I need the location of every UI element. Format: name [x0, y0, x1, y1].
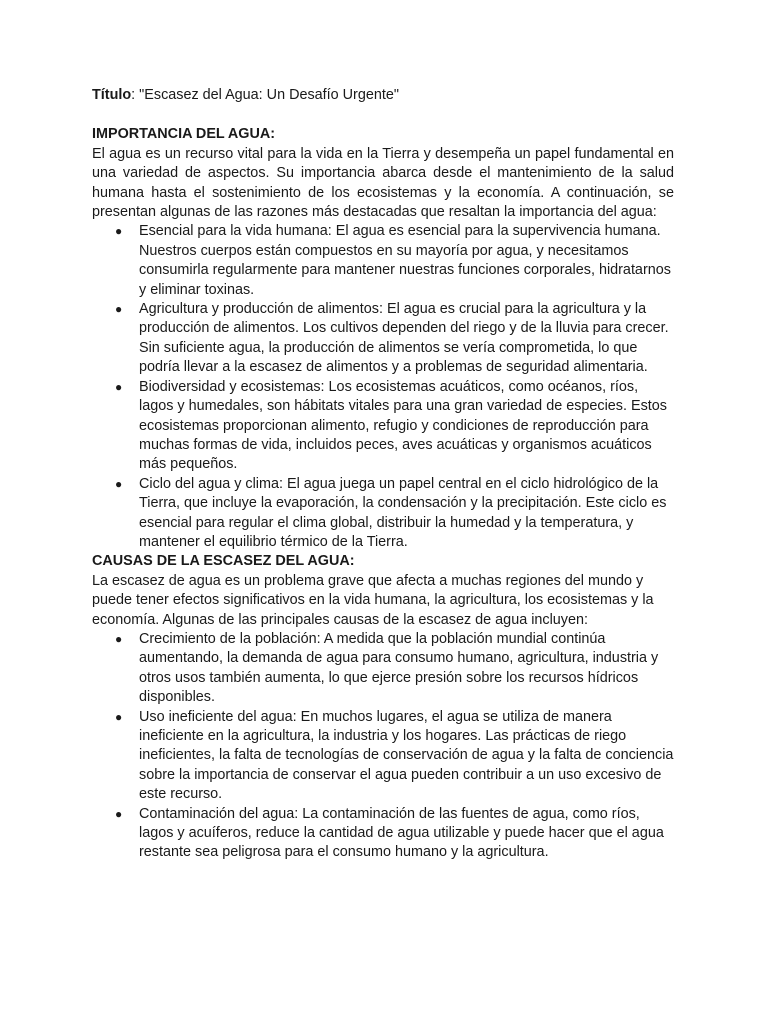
- bullet-list-importancia: [92, 222, 674, 552]
- section-heading-causas: CAUSAS DE LA ESCASEZ DEL AGUA:: [92, 553, 355, 570]
- list-item: [115, 708, 674, 805]
- title-text: : "Escasez del Agua: Un Desafío Urgente": [131, 87, 399, 103]
- list-item-text: Crecimiento de la población: A medida que la población mundial continúa aumentando, la demanda de agua para consumo humano, agricultura, industria y otros usos también aumenta, lo que ejerce presión sobre los recursos hídricos disponibles.: [139, 630, 659, 706]
- bullet-icon: ●: [115, 806, 123, 821]
- list-item-text: Ciclo del agua y clima: El agua juega un papel central en el ciclo hidrológico de la Tierra, que incluye la evaporación, la condensación y la precipitación. Este ciclo es esencial para regular el clima global, distribuir la humedad y la temperatura, y mantener el equilibrio térmico de la Tierra.: [139, 475, 667, 550]
- list-item-text: Contaminación del agua: La contaminación de las fuentes de agua, como ríos, lagos y acuíferos, reduce la cantidad de agua utilizable y puede hacer que el agua restante sea peligrosa para el consumo humano y la agricultura.: [139, 805, 664, 861]
- list-item-text: Esencial para la vida humana: El agua es esencial para la supervivencia humana. Nuestros cuerpos están compuestos en su mayoría por agua, y necesitamos consumirla regularmente para mantener nuestras funciones corporales, hidratarnos y eliminar toxinas.: [139, 223, 671, 298]
- list-item-text: Biodiversidad y ecosistemas: Los ecosistemas acuáticos, como océanos, ríos, lagos y humedales, son hábitats vitales para una gran variedad de especies. Estos ecosistemas proporcionan alimento, refugio y condiciones de reproducción para muchas formas de vida, incluidos peces, aves acuáticas y organismos acuáticos más pequeños.: [139, 378, 667, 473]
- list-item: [115, 300, 674, 378]
- bullet-icon: ●: [115, 476, 123, 491]
- section-intro-importancia: El agua es un recurso vital para la vida en la Tierra y desempeña un papel fundamental en una variedad de aspectos. Su importancia abarca desde el mantenimiento de la salud humana hasta el sostenimiento de los ecosistemas y la economía. A continuación, se presentan algunas de las razones más destacadas que resaltan la importancia del agua:: [92, 145, 674, 221]
- bullet-icon: ●: [115, 302, 123, 317]
- list-item: [115, 475, 674, 553]
- bullet-icon: ●: [115, 709, 123, 724]
- title-label: Título: [92, 87, 132, 103]
- section-heading-importancia: IMPORTANCIA DEL AGUA:: [92, 126, 276, 143]
- list-item-text: Agricultura y producción de alimentos: El agua es crucial para la agricultura y la producción de alimentos. Los cultivos dependen del riego y de la lluvia para crecer. Sin suficiente agua, la producción de alimentos se vería comprometida, lo que podría llevar a la escasez de alimentos y a problemas de seguridad alimentaria.: [139, 301, 669, 376]
- document-page: [92, 86, 674, 863]
- bullet-icon: ●: [115, 631, 123, 646]
- list-item: [115, 222, 674, 300]
- list-item: [115, 378, 674, 475]
- document-title: [92, 86, 674, 105]
- bullet-icon: ●: [115, 224, 123, 239]
- list-item-text: Uso ineficiente del agua: En muchos lugares, el agua se utiliza de manera ineficiente en la agricultura, la industria y los hogares. Las prácticas de riego ineficientes, la falta de tecnologías de conservación de agua y la falta de conciencia sobre la importancia de conservar el agua pueden contribuir a un uso excesivo de este recurso.: [139, 708, 674, 803]
- list-item: [115, 805, 674, 863]
- bullet-list-causas: [92, 630, 674, 863]
- list-item: [115, 630, 674, 708]
- bullet-icon: ●: [115, 379, 123, 394]
- section-intro-causas: La escasez de agua es un problema grave que afecta a muchas regiones del mundo y puede tener efectos significativos en la vida humana, la agricultura, los ecosistemas y la economía. Algunas de las principales causas de la escasez de agua incluyen:: [92, 572, 654, 628]
